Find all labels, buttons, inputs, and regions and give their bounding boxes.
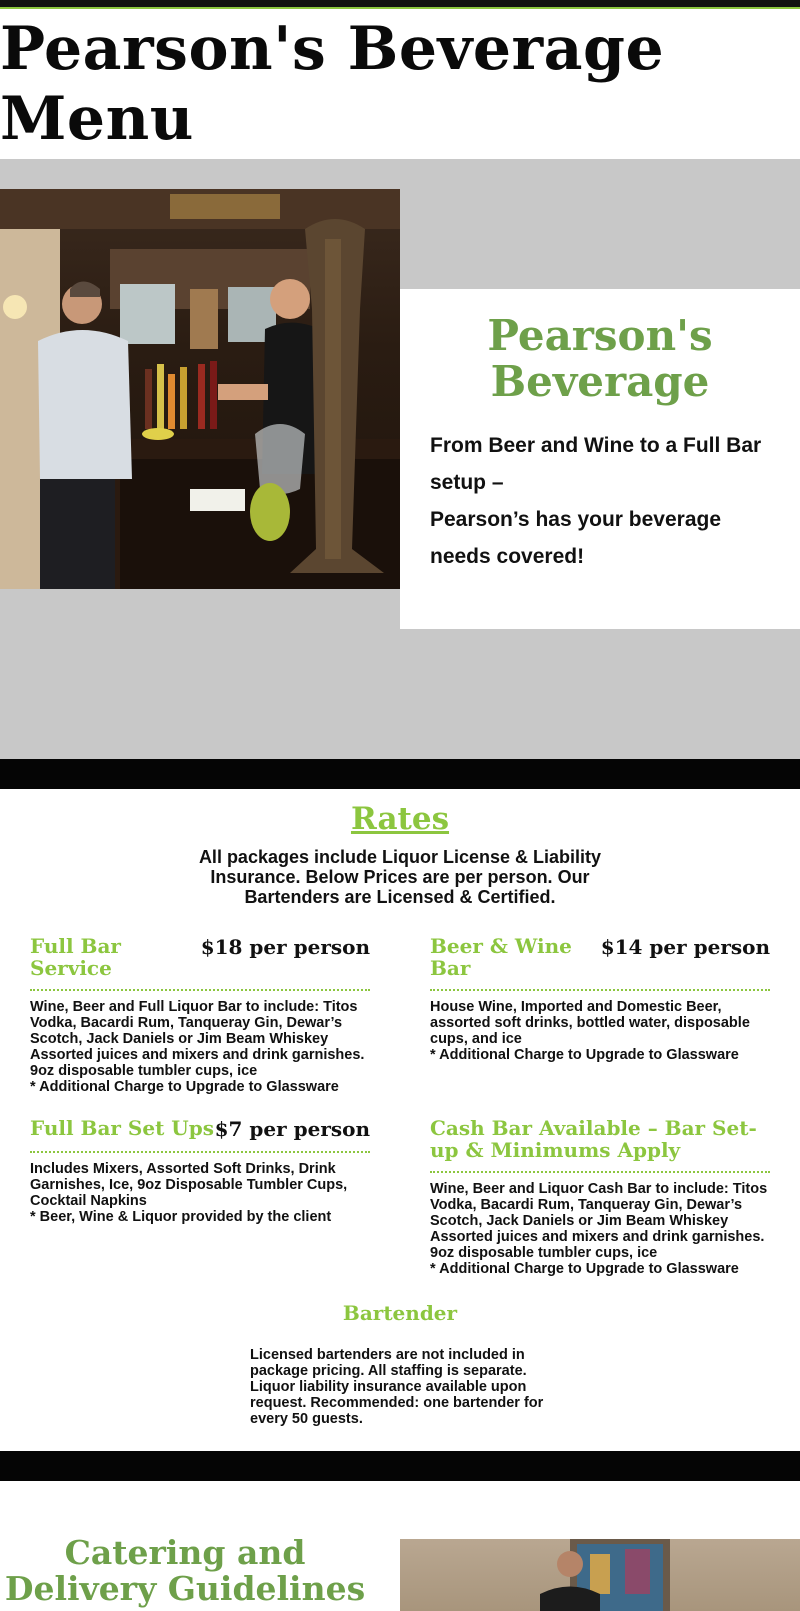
page-header — [0, 9, 800, 159]
package-price: $14 per person — [600, 935, 770, 959]
page-title: Pearson's Beverage Menu — [0, 14, 665, 154]
package-header — [430, 1117, 770, 1173]
package-cash-bar — [430, 1117, 770, 1277]
package-description: Wine, Beer and Full Liquor Bar to include: Titos Vodka, Bacardi Rum, Tanqueray Gin, Dewar’s Scotch, Jack Daniels or Jim Beam Whiskey Assorted juices and mixers and drink garnishes. 9oz disposable tumbler cups, ice — [30, 999, 365, 1079]
package-price: $18 per person — [200, 935, 370, 959]
package-description: Wine, Beer and Liquor Cash Bar to include: Titos Vodka, Bacardi Rum, Tanqueray Gin, Dewar’s Scotch, Jack Daniels or Jim Beam Whiskey Assorted juices and mixers and drink garnishes. 9oz disposable tumbler cups, ice — [430, 1181, 768, 1261]
hero-card-text-1: From Beer and Wine to a Full Bar setup – — [430, 434, 762, 494]
section-divider-band — [0, 1451, 800, 1481]
bar-photo-illustration — [0, 189, 400, 589]
bartender-title: Bartender — [342, 1301, 458, 1325]
hero-card — [400, 289, 800, 629]
catering-section — [0, 1509, 800, 1611]
staff-photo — [400, 1539, 800, 1611]
top-accent-bar — [0, 0, 800, 9]
package-name: Full Bar Service — [30, 934, 121, 980]
package-header — [30, 935, 370, 991]
package-name: Full Bar Set Ups — [30, 1116, 214, 1140]
package-note: * Beer, Wine & Liquor provided by the client — [30, 1209, 332, 1225]
package-full-bar-set-ups — [30, 1117, 370, 1277]
catering-title: Catering and Delivery Guidelines — [4, 1533, 366, 1608]
staff-photo-illustration — [400, 1539, 800, 1611]
bar-photo — [0, 189, 400, 589]
rates-intro: All packages include Liquor License & Liability Insurance. Below Prices are per person. Our Bartenders are Licensed & Certified. — [198, 847, 602, 907]
hero-card-title: Pearson's Beverage — [487, 311, 713, 406]
section-divider-band — [0, 759, 800, 789]
package-name: Cash Bar Available – Bar Set-up & Minimums Apply — [430, 1116, 757, 1162]
rates-section — [0, 789, 800, 1451]
package-note: * Additional Charge to Upgrade to Glassware — [430, 1047, 739, 1063]
packages-grid — [30, 935, 770, 1277]
package-note: * Additional Charge to Upgrade to Glassware — [430, 1261, 739, 1277]
hero-card-text-2: Pearson’s has your beverage needs covered! — [430, 508, 722, 568]
package-price: $7 per person — [214, 1117, 370, 1141]
bartender-text: Licensed bartenders are not included in package pricing. All staffing is separate. Liquor liability insurance available upon request. Recommended: one bartender for every 50 guests. — [250, 1347, 544, 1427]
rates-title: Rates — [350, 801, 450, 837]
hero-section — [0, 159, 800, 759]
package-description: House Wine, Imported and Domestic Beer, assorted soft drinks, bottled water, disposable cups, and ice — [430, 999, 750, 1047]
package-note: * Additional Charge to Upgrade to Glassware — [30, 1079, 339, 1095]
bartender-block — [30, 1301, 770, 1427]
package-name: Beer & Wine Bar — [430, 934, 572, 980]
package-header — [30, 1117, 370, 1153]
package-full-bar-service — [30, 935, 370, 1095]
package-header — [430, 935, 770, 991]
package-description: Includes Mixers, Assorted Soft Drinks, Drink Garnishes, Ice, 9oz Disposable Tumbler Cups, Cocktail Napkins — [30, 1161, 348, 1209]
package-beer-wine-bar — [430, 935, 770, 1095]
